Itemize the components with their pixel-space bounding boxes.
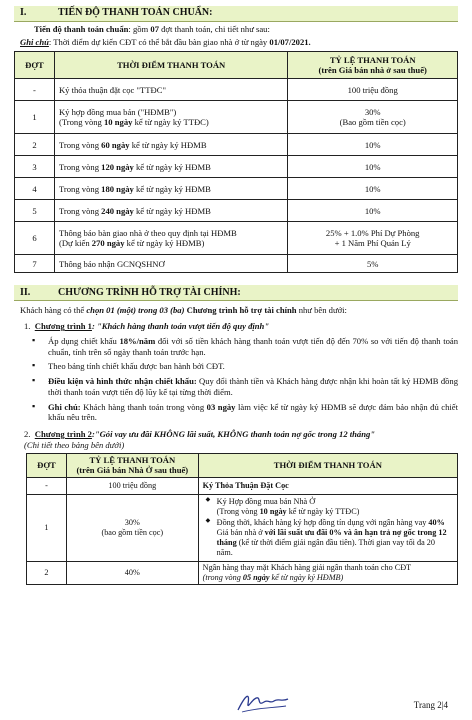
table-row: 2 40% Ngân hàng thay mặt Khách hàng giải ngân thanh toán cho CĐT (trong vòng 05 ngày kể từ ngày ký HĐMB)	[27, 561, 458, 585]
table-row: 3 Trong vòng 120 ngày kể từ ngày ký HĐMB 10%	[15, 156, 458, 178]
signature-icon	[236, 690, 290, 716]
table-row: - Ký thỏa thuận đặt cọc "TTĐC" 100 triệu đồng	[15, 79, 458, 101]
table-row: 1 Ký hợp đồng mua bán ("HĐMB") (Trong vòng 10 ngày kể từ ngày ký TTĐC) 30% (Bao gồm tiền cọc)	[15, 101, 458, 134]
program-2-heading: 2. Chương trình 2:"Gói vay ưu đãi KHÔNG lãi suất, KHÔNG thanh toán nợ gốc trong 12 tháng"	[24, 429, 376, 440]
section-2-title: CHƯƠNG TRÌNH HỖ TRỢ TÀI CHÍNH:	[58, 286, 241, 298]
program-1-bullet: ▪ Theo bảng tính chiết khấu được ban hành bởi CĐT.	[28, 361, 458, 372]
payment-schedule-table	[14, 51, 458, 273]
table-row: 5 Trong vòng 240 ngày kể từ ngày ký HĐMB 10%	[15, 200, 458, 222]
loan-step: ◆ Ký Hợp đồng mua bán Nhà Ở (Trong vòng 10 ngày kể từ ngày ký TTĐC)	[203, 497, 453, 518]
section-2-number: II.	[20, 286, 31, 298]
section-2-intro: Khách hàng có thể chọn 01 (một) trong 03 (ba) Chương trình hỗ trợ tài chính như bên dưới:	[20, 305, 347, 316]
header-dot: ĐỢT	[15, 52, 55, 79]
table-row: 6 Thông báo bàn giao nhà ở theo quy định tại HĐMB (Dự kiến 270 ngày kể từ ngày ký HĐMB) 25% + 1.0% Phí Dự Phòng + 1 Năm Phí Quản Lý	[15, 222, 458, 255]
program-1-bullet: ▪ Điều kiện và hình thức nhận chiết khấu: Quy đổi thành tiền và Khách hàng được nhận khi hoàn tất ký HĐMB đồng thời thanh toán vượt tiến độ lũy kế tại từng thời điểm.	[28, 376, 458, 397]
section-1-intro: Tiến độ thanh toán chuẩn: gồm 07 đợt thanh toán, chi tiết như sau:	[34, 24, 270, 34]
table-row: 2 Trong vòng 60 ngày kể từ ngày ký HĐMB 10%	[15, 134, 458, 156]
section-1-note: Ghi chú: Thời điểm dự kiến CĐT có thể bắt đầu bàn giao nhà ở từ ngày 01/07/2021.	[20, 36, 311, 47]
table-row: 7 Thông báo nhận GCNQSHNƠ 5%	[15, 255, 458, 273]
header-dot: ĐỢT	[27, 453, 67, 477]
table-header-row	[15, 52, 458, 79]
page-number: Trang 2|4	[413, 700, 448, 710]
loan-program-table	[26, 453, 458, 585]
table-row: - 100 triệu đồng Ký Thỏa Thuận Đặt Cọc	[27, 478, 458, 495]
section-1-title: TIẾN ĐỘ THANH TOÁN CHUẨN:	[58, 7, 213, 19]
section-2-header	[14, 285, 458, 301]
page-footer	[14, 700, 458, 716]
header-time: THỜI ĐIỂM THANH TOÁN	[198, 453, 457, 477]
header-time: THỜI ĐIỂM THANH TOÁN	[54, 52, 287, 79]
header-rate: TỶ LỆ THANH TOÁN (trên Giá bán Nhà Ở sau thuế)	[66, 453, 198, 477]
section-1-number: I.	[20, 7, 27, 19]
section-1-header	[14, 6, 458, 22]
table-header-row	[27, 453, 458, 477]
program-1-bullet: ▪ Áp dụng chiết khấu 18%/năm đối với số tiền khách hàng thanh toán vượt tiến độ đến 70% so với tiến độ thanh toán chuẩn, tính trên số ngày thanh toán trước hạn.	[28, 336, 458, 357]
table-row: 4 Trong vòng 180 ngày kể từ ngày ký HĐMB 10%	[15, 178, 458, 200]
program-1-bullet: ▪ Ghi chú: Khách hàng thanh toán trong vòng 03 ngày làm việc kể từ ngày ký HĐMB sẽ được đảm bảo nhận đủ chiết khấu nêu trên.	[28, 402, 458, 423]
program-2-subnote: (Chi tiết theo bảng bên dưới)	[24, 439, 125, 450]
program-1-heading: 1. Chương trình 1: "Khách hàng thanh toán vượt tiến độ quy định"	[24, 321, 270, 332]
loan-step: ◆ Đồng thời, khách hàng ký hợp đồng tín dụng với ngân hàng vay 40% Giá bán nhà ở với lãi suất ưu đãi 0% và ân hạn trả nợ gốc trong 12 tháng (kể từ thời điểm giải ngân đầu tiên). Thời gian vay tối đa 20 năm.	[203, 518, 453, 559]
table-row: 1 30% (bao gồm tiền cọc) ◆ Ký Hợp đồng mua bán Nhà Ở (Trong vòng 10 ngày kể từ ngày ký TTĐC) ◆ Đồng thời, khách hàng ký hợp đồng tín dụng với ngân hàng vay 40% Giá bán nhà ở với lãi suất ưu đãi 0% và ân hạn trả nợ gốc trong 12 tháng (kể từ thời điểm giải ngân đầu tiên). Thời gian vay tối đa 20 năm.	[27, 495, 458, 562]
header-rate: TỶ LỆ THANH TOÁN (trên Giá bán nhà ở sau thuế)	[288, 52, 458, 79]
